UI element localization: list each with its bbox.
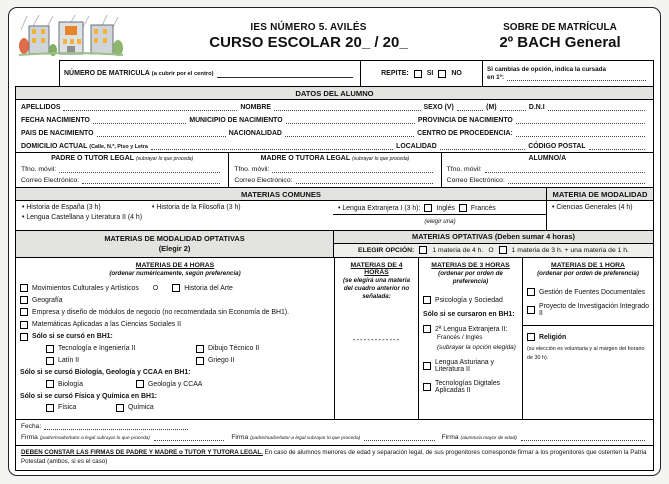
fecha-nacimiento-field[interactable] — [93, 116, 186, 124]
col4-title: MATERIAS DE 1 HORA — [551, 261, 625, 269]
cambio-opcion-line1: Si cambias de opción, indica la cursada — [487, 65, 606, 73]
repite-si-label: SI — [426, 70, 434, 77]
col3-subtitle: (ordenar por orden de preferencia) — [438, 269, 503, 286]
segunda-lengua-opciones: Francés / Inglés — [437, 334, 483, 342]
firmas-obligatorias-note-rest: En caso de alumnos menores de edad y separación legal, de sus progenitores corresponde firmar a los progenitores que ostenten la Patria Potestad (ambos, si es el caso) — [21, 448, 647, 465]
historia-arte-checkbox[interactable] — [172, 284, 180, 292]
form-header — [15, 12, 654, 60]
repite-no-label: NO — [451, 70, 462, 77]
fecha-field[interactable] — [44, 422, 188, 430]
lengua-extranjera-label: • Lengua Extranjera I (3 h): — [338, 205, 420, 212]
centro-procedencia-label: CENTRO DE PROCEDENCIA: — [417, 130, 513, 137]
pais-field[interactable] — [97, 129, 226, 137]
col2-title: MATERIAS DE 4 HORAS — [350, 261, 403, 276]
comun-item: • Historia de España (3 h) — [22, 204, 142, 211]
matematicas-aplicadas-checkbox[interactable] — [20, 321, 28, 329]
frances-checkbox[interactable] — [459, 204, 467, 212]
firma3-field[interactable] — [521, 433, 645, 441]
padre-tfno-field[interactable] — [59, 165, 220, 173]
sexo-m-label: (M) — [486, 104, 497, 111]
padre-subnote: (subrayar lo que proceda) — [135, 156, 194, 162]
level-title: 2º BACH General — [499, 33, 621, 51]
biologia-checkbox[interactable] — [46, 380, 54, 388]
apellidos-field[interactable] — [63, 103, 237, 111]
subrayar-opcion-note: (subrayar la opción elegida) — [437, 343, 516, 351]
alumno-box — [441, 153, 653, 187]
ciencias-generales-item: • Ciencias Generales (4 h) — [552, 204, 633, 211]
firmas-obligatorias-note-bold: DEBEN CONSTAR LAS FIRMAS DE PADRE Y MADRE o TUTOR Y TUTORA LEGAL. — [21, 448, 263, 456]
padre-tutor-box — [16, 153, 228, 187]
padre-correo-label: Correo Electrónico: — [21, 177, 80, 184]
school-buildings-logo — [19, 14, 123, 58]
proyecto-investigacion-label: Proyecto de Investigación Integrado II — [539, 303, 649, 318]
repite-no-checkbox[interactable] — [438, 70, 446, 78]
lengua-asturiana-checkbox[interactable] — [423, 362, 431, 370]
nacionalidad-label: NACIONALIDAD — [228, 130, 282, 137]
firma2-label: Firma — [231, 433, 249, 441]
modalidad-optativas-elegir2: (Elegir 2) — [158, 243, 191, 253]
optativas-header-row — [15, 230, 654, 258]
religion-block — [523, 325, 653, 362]
matematicas-aplicadas-label: Matemáticas Aplicadas a las Ciencias Sociales II — [32, 321, 181, 329]
localidad-label: LOCALIDAD — [396, 143, 437, 150]
modalidad-optativas-title: MATERIAS DE MODALIDAD OPTATIVAS — [104, 233, 245, 243]
madre-title: MADRE O TUTORA LEGAL — [260, 155, 351, 162]
numero-matricula-field[interactable] — [217, 70, 353, 78]
tecnologia-label: Tecnología e Ingeniería II — [58, 345, 136, 353]
centro-procedencia-field[interactable] — [516, 129, 645, 137]
psicologia-checkbox[interactable] — [423, 296, 431, 304]
firma3-label: Firma — [441, 433, 459, 441]
biologia-label: Biología — [58, 380, 83, 388]
empresa-checkbox[interactable] — [20, 308, 28, 316]
empresa-label: Empresa y diseño de módulos de negocio (no recomendada sin Economía de BH1). — [32, 308, 290, 316]
domicilio-field[interactable] — [151, 142, 393, 150]
fecha-nacimiento-label: FECHA NACIMIENTO — [21, 117, 90, 124]
col-materias-1-hora — [522, 258, 653, 419]
municipio-label: MUNICIPIO DE NACIMIENTO — [189, 117, 283, 124]
sexo-m-field[interactable] — [500, 103, 526, 111]
repite-si-checkbox[interactable] — [414, 70, 422, 78]
religion-checkbox[interactable] — [527, 333, 535, 341]
col2-subtitle: (se elegirá una materia del cuadro anterior no señalada: — [342, 276, 411, 301]
geografia-checkbox[interactable] — [20, 296, 28, 304]
geografia-label: Geografía — [32, 296, 63, 304]
fecha-label: Fecha: — [21, 422, 42, 430]
comun-item: • Historia de la Filosofía (3 h) — [152, 204, 241, 211]
materias-comunes-section — [15, 187, 654, 231]
latin-label: Latín II — [58, 357, 80, 365]
datos-alumno-title: DATOS DEL ALUMNO — [16, 87, 653, 100]
envelope-title: SOBRE DE MATRÍCULA — [503, 21, 617, 33]
optativas-table — [15, 257, 654, 420]
school-name: IES NÚMERO 5. AVILÉS — [250, 21, 367, 33]
col2-write-in-field[interactable]: ------------- — [352, 335, 401, 345]
fisica-label: Física — [58, 404, 77, 412]
firma1-label: Firma — [21, 433, 38, 441]
gestion-fuentes-label: Gestión de Fuentes Documentales — [539, 288, 646, 296]
opcion-4h-label: 1 materia de 4 h. — [432, 246, 484, 254]
solo-cursaron-bh1-label: Sólo si se cursaron en BH1: — [423, 311, 515, 319]
nombre-field[interactable] — [274, 103, 421, 111]
padre-tfno-label: Tfno. móvil: — [21, 166, 57, 173]
materias-comunes-title: MATERIAS COMUNES — [16, 188, 546, 201]
cambio-opcion-field[interactable] — [507, 73, 646, 81]
psicologia-label: Psicología y Sociedad — [435, 296, 503, 304]
matricula-form-page — [8, 7, 661, 476]
domicilio-label: DOMICILIO ACTUAL — [21, 143, 88, 150]
nombre-label: NOMBRE — [240, 104, 271, 111]
historia-arte-label: Historia del Arte — [184, 284, 233, 292]
firma1-subnote: (padre/madre/tutor-a legal subrayar lo que proceda) — [39, 435, 150, 441]
madre-correo-label: Correo Electrónico: — [234, 177, 293, 184]
fisica-checkbox[interactable] — [46, 404, 54, 412]
quimica-label: Química — [128, 404, 154, 412]
provincia-label: PROVINCIA DE NACIMIENTO — [417, 117, 513, 124]
lengua-asturiana-label: Lengua Asturiana y Literatura II — [435, 359, 494, 374]
griego-label: Griego II — [208, 357, 235, 365]
segunda-lengua-checkbox[interactable] — [423, 325, 431, 333]
tecnologias-digitales-checkbox[interactable] — [423, 383, 431, 391]
pais-label: PAIS DE NACIMIENTO — [21, 130, 94, 137]
griego-checkbox[interactable] — [196, 357, 204, 365]
matricula-number-row — [59, 60, 654, 87]
col4-subtitle: (ordenar por orden de preferencia) — [537, 269, 639, 277]
codigo-postal-field[interactable] — [589, 142, 645, 150]
materias-comunes-list — [16, 201, 334, 230]
col-materias-3-horas — [418, 258, 522, 419]
course-title: CURSO ESCOLAR 20_ / 20_ — [209, 33, 408, 51]
lengua-extranjera-cell — [334, 201, 546, 230]
apellidos-label: APELLIDOS — [21, 104, 61, 111]
col1-subtitle: (ordenar numéricamente, según preferencia) — [109, 269, 241, 277]
firma2-field[interactable] — [364, 433, 434, 441]
col1-title: MATERIAS DE 4 HORAS — [135, 261, 215, 269]
dibujo-tecnico-label: Dibujo Técnico II — [208, 345, 260, 353]
solo-fisica-quimica-label: Sólo si se cursó Física y Química en BH1: — [20, 392, 158, 400]
col3-title: MATERIAS DE 3 HORAS — [431, 261, 510, 269]
dni-field[interactable] — [548, 103, 645, 111]
tutores-section — [15, 152, 654, 188]
alumno-tfno-label: Tfno. móvil: — [446, 166, 482, 173]
col-materias-4-horas-eleccion — [334, 258, 418, 419]
solo-bh1-checkbox[interactable] — [20, 333, 28, 341]
madre-tfno-label: Tfno. móvil: — [234, 166, 270, 173]
gestion-fuentes-checkbox[interactable] — [527, 288, 535, 296]
frances-label: Francés — [470, 204, 496, 212]
quimica-checkbox[interactable] — [116, 404, 124, 412]
elegir-una-note: (elegir una) — [333, 214, 547, 227]
codigo-postal-label: CÓDIGO POSTAL — [528, 143, 586, 150]
ingles-checkbox[interactable] — [424, 204, 432, 212]
alumno-tfno-field[interactable] — [485, 165, 645, 173]
firma2-subnote: (padre/madre/tutor-a legal subrayar lo que proceda) — [250, 435, 361, 441]
madre-tutora-box — [228, 153, 440, 187]
pair-o-label: O — [152, 284, 159, 292]
tecnologia-checkbox[interactable] — [46, 345, 54, 353]
religion-label: Religión — [539, 333, 567, 341]
segunda-lengua-label: 2ª Lengua Extranjera II: — [435, 325, 508, 333]
sexo-v-label: SEXO (V) — [423, 104, 454, 111]
tecnologias-digitales-label: Tecnologías Digitales Aplicadas II — [435, 380, 501, 395]
localidad-field[interactable] — [440, 142, 526, 150]
geologia-ccaa-label: Geología y CCAA — [148, 380, 203, 388]
madre-correo-field[interactable] — [296, 176, 433, 184]
madre-subnote: (subrayar lo que proceda) — [352, 156, 410, 162]
numero-matricula-note: (a cubrir por el centro) — [151, 70, 214, 77]
latin-checkbox[interactable] — [46, 357, 54, 365]
datos-alumno-section — [15, 86, 654, 153]
proyecto-investigacion-checkbox[interactable] — [527, 306, 535, 314]
ingles-label: Inglés — [436, 204, 455, 212]
alumno-correo-field[interactable] — [508, 176, 645, 184]
nacionalidad-field[interactable] — [285, 129, 414, 137]
col-materias-4-horas — [16, 258, 334, 419]
religion-note: (su elección es voluntaria y al margen del horario de 30 h). — [527, 346, 645, 361]
sexo-v-field[interactable] — [457, 103, 483, 111]
opcion-3h-1h-checkbox[interactable] — [499, 246, 507, 254]
firma3-subnote: (alumno/a mayor de edad) — [460, 435, 517, 441]
geologia-ccaa-checkbox[interactable] — [136, 380, 144, 388]
elegir-opcion-label: ELEGIR OPCIÓN: — [358, 246, 415, 254]
solo-biologia-label: Sólo si se cursó Biología, Geología y CCAA en BH1: — [20, 369, 191, 377]
signatures-section — [15, 419, 654, 471]
solo-bh1-label: Sólo si se cursó en BH1: — [32, 333, 113, 341]
comun-item: • Lengua Castellana y Literatura II (4 h) — [22, 214, 142, 221]
movimientos-culturales-checkbox[interactable] — [20, 284, 28, 292]
padre-correo-field[interactable] — [82, 176, 220, 184]
materia-modalidad-title: MATERIA DE MODALIDAD — [546, 188, 653, 201]
madre-tfno-field[interactable] — [272, 165, 432, 173]
domicilio-note: (Calle, N.º, Piso y Letra — [89, 144, 148, 150]
provincia-field[interactable] — [516, 116, 645, 124]
dibujo-tecnico-checkbox[interactable] — [196, 345, 204, 353]
materias-optativas-title: MATERIAS OPTATIVAS (Deben sumar 4 horas) — [334, 231, 653, 244]
opcion-o-label: O — [488, 246, 494, 254]
padre-title: PADRE O TUTOR LEGAL — [51, 155, 135, 162]
movimientos-culturales-label: Movimientos Culturales y Artísticos — [32, 284, 139, 292]
opcion-3h-1h-label: 1 materia de 3 h. + una materia de 1 h. — [511, 246, 629, 254]
municipio-field[interactable] — [286, 116, 415, 124]
alumno-title: ALUMNO/A — [528, 155, 567, 162]
cambio-opcion-line2: en 1º: — [487, 73, 504, 81]
firma1-field[interactable] — [154, 433, 224, 441]
opcion-4h-checkbox[interactable] — [419, 246, 427, 254]
dni-label: D.N.I — [528, 104, 545, 111]
repite-label: REPITE: — [381, 70, 409, 77]
alumno-correo-label: Correo Electrónico: — [446, 177, 505, 184]
numero-matricula-label: NÚMERO DE MATRICULA — [64, 70, 150, 77]
